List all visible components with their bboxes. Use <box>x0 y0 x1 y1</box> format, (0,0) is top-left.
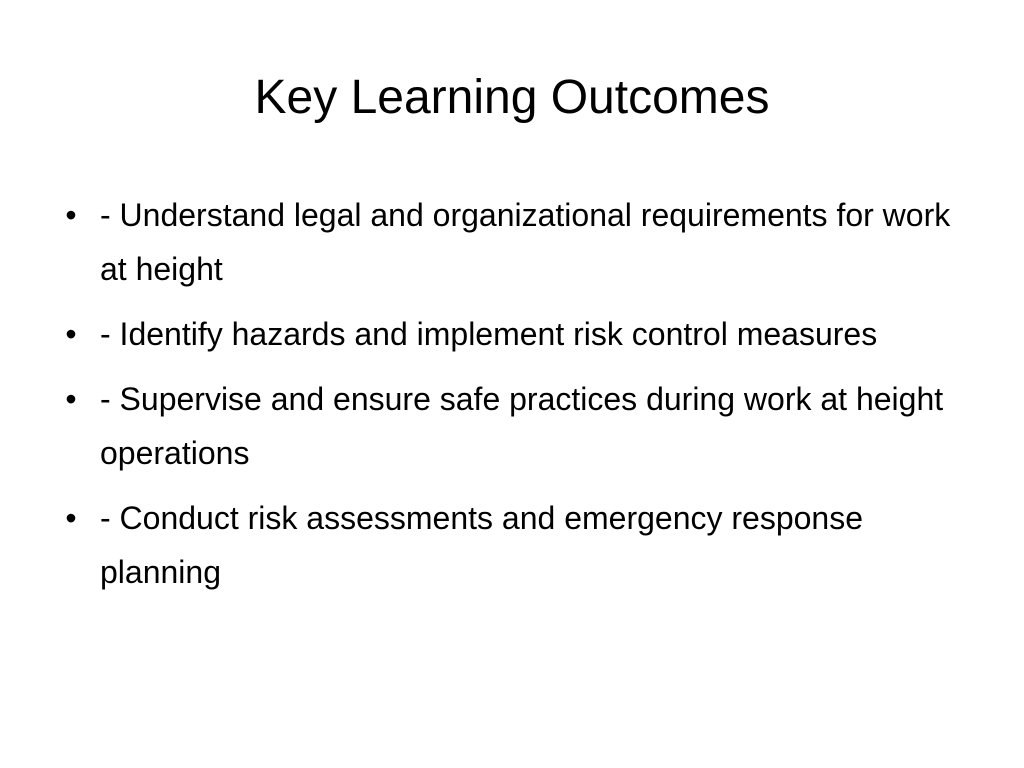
list-item <box>60 307 960 361</box>
bullet-icon: • <box>65 381 77 417</box>
bullet-icon: • <box>65 197 77 233</box>
list-item <box>60 188 960 296</box>
bullet-text: - Conduct risk assessments and emergency response planning <box>100 500 864 590</box>
list-item <box>60 491 960 599</box>
bullet-icon: • <box>65 500 77 536</box>
bullet-list <box>60 188 960 610</box>
bullet-text: - Understand legal and organizational requirements for work at height <box>100 197 951 287</box>
bullet-icon: • <box>65 316 77 352</box>
bullet-text: - Identify hazards and implement risk control measures <box>100 316 878 352</box>
slide-title: Key Learning Outcomes <box>254 71 770 124</box>
list-item <box>60 372 960 480</box>
bullet-text: - Supervise and ensure safe practices during work at height operations <box>100 381 944 471</box>
